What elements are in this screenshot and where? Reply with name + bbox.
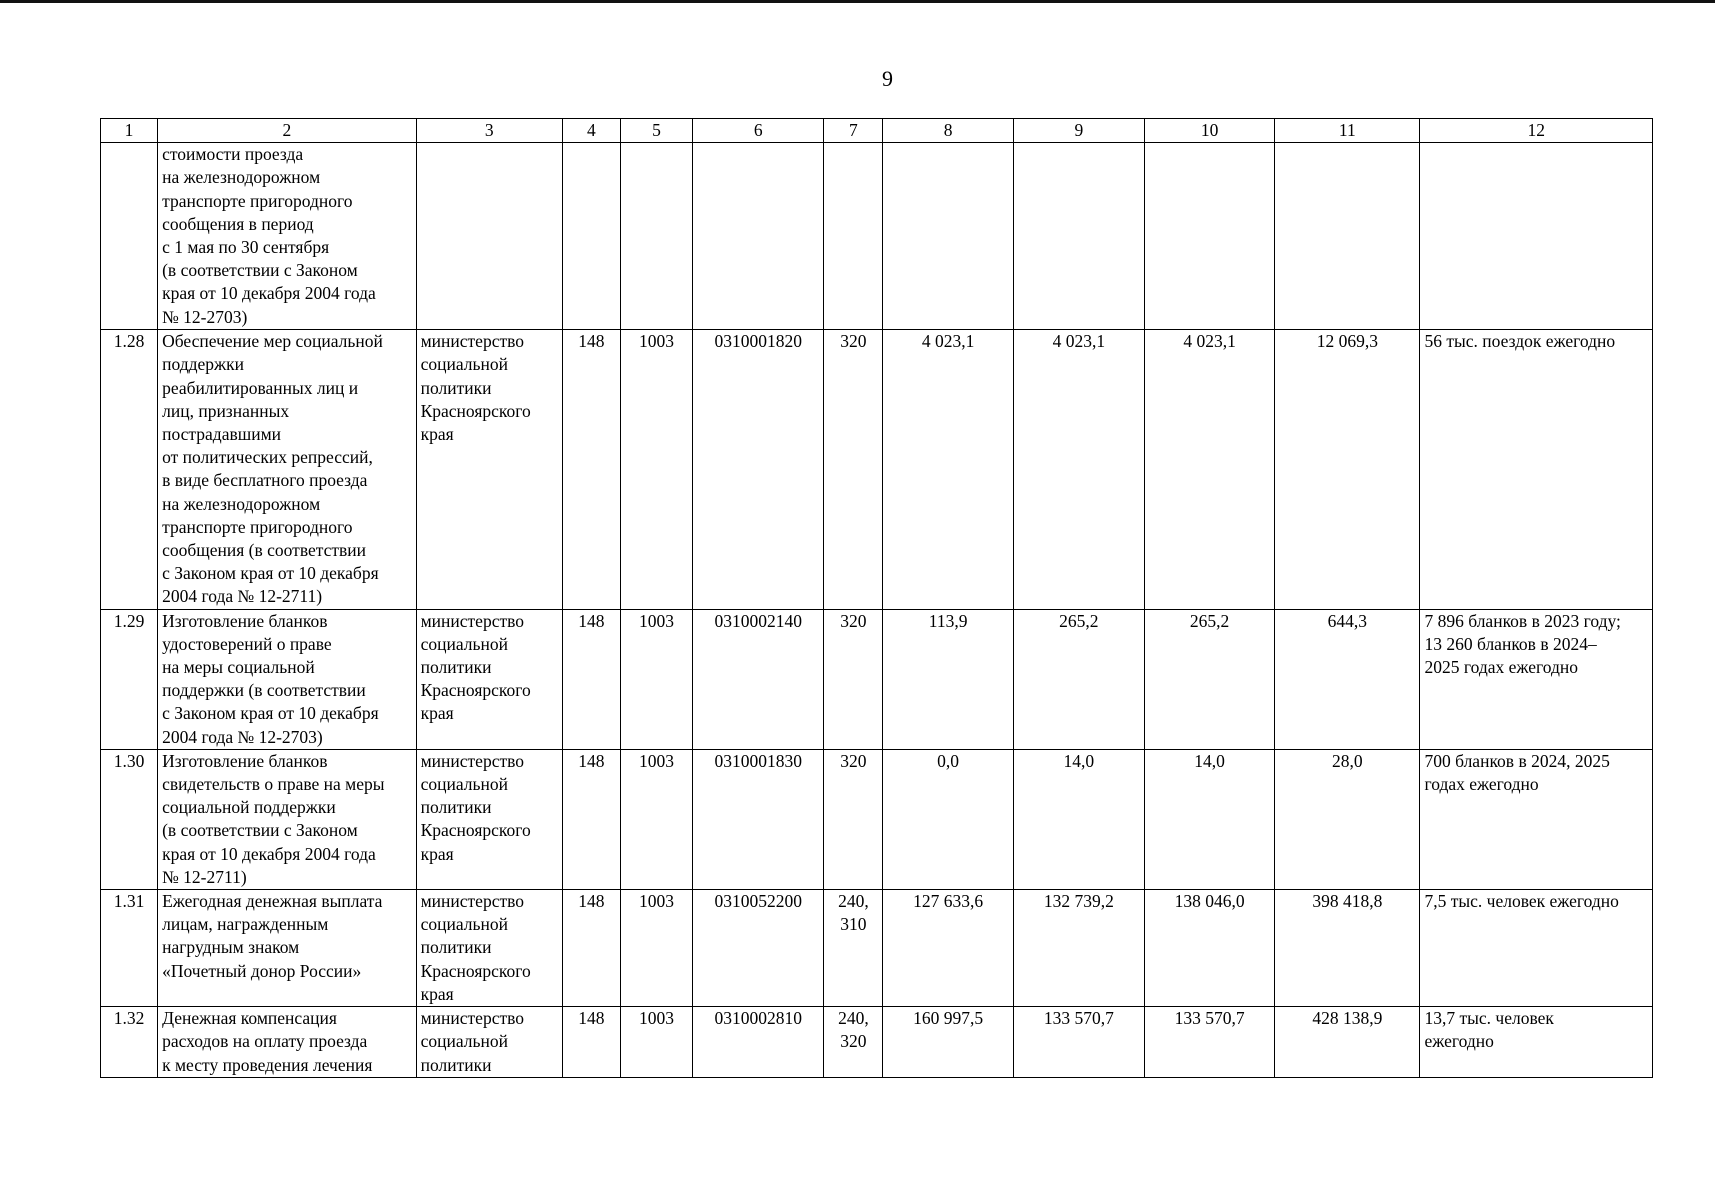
table-row — [101, 143, 1653, 330]
table-row — [101, 890, 1653, 1007]
cell-target-code: 0310001830 — [693, 749, 824, 889]
cell-measure-name: Изготовление бланков свидетельств о праве на меры социальной поддержки (в соответствии с Законом края от 10 декабря 2004 года № 12-2711) — [158, 749, 416, 889]
cell-value-2024: 265,2 — [1013, 609, 1144, 749]
cell-section-code: 1003 — [620, 330, 692, 609]
cell-expected-result: 7 896 бланков в 2023 году; 13 260 бланков в 2024– 2025 годах ежегодно — [1420, 609, 1653, 749]
cell-executor: министерство социальной политики Красноярского края — [416, 890, 562, 1007]
table-row — [101, 1007, 1653, 1078]
cell-gr-code: 148 — [562, 890, 620, 1007]
table-row — [101, 330, 1653, 609]
cell-row-number: 1.28 — [101, 330, 158, 609]
column-header-3: 3 — [416, 119, 562, 143]
cell-executor — [416, 143, 562, 330]
cell-total-value: 12 069,3 — [1275, 330, 1420, 609]
cell-gr-code: 148 — [562, 609, 620, 749]
column-header-6: 6 — [693, 119, 824, 143]
cell-section-code: 1003 — [620, 749, 692, 889]
cell-target-code: 0310052200 — [693, 890, 824, 1007]
cell-total-value: 644,3 — [1275, 609, 1420, 749]
cell-section-code: 1003 — [620, 890, 692, 1007]
cell-value-2025: 138 046,0 — [1144, 890, 1274, 1007]
cell-row-number — [101, 143, 158, 330]
cell-expense-type: 320 — [824, 749, 883, 889]
cell-row-number: 1.31 — [101, 890, 158, 1007]
cell-expense-type: 320 — [824, 330, 883, 609]
cell-target-code: 0310001820 — [693, 330, 824, 609]
table-body — [101, 143, 1653, 1078]
table-row — [101, 609, 1653, 749]
header-row — [101, 119, 1653, 143]
cell-value-2024: 4 023,1 — [1013, 330, 1144, 609]
cell-section-code: 1003 — [620, 609, 692, 749]
column-header-2: 2 — [158, 119, 416, 143]
cell-executor: министерство социальной политики Красноярского края — [416, 609, 562, 749]
cell-value-2024: 14,0 — [1013, 749, 1144, 889]
table-row — [101, 749, 1653, 889]
cell-executor: министерство социальной политики Красноярского края — [416, 330, 562, 609]
cell-target-code: 0310002140 — [693, 609, 824, 749]
column-header-7: 7 — [824, 119, 883, 143]
cell-measure-name: Обеспечение мер социальной поддержки реабилитированных лиц и лиц, признанных пострадавшими от политических репрессий, в виде бесплатного проезда на железнодорожном транспорте пригородного сообщения (в соответствии с Законом края от 10 декабря 2004 года № 12-2711) — [158, 330, 416, 609]
cell-row-number: 1.30 — [101, 749, 158, 889]
cell-total-value: 398 418,8 — [1275, 890, 1420, 1007]
column-header-11: 11 — [1275, 119, 1420, 143]
cell-target-code — [693, 143, 824, 330]
cell-measure-name: стоимости проезда на железнодорожном транспорте пригородного сообщения в период с 1 мая по 30 сентября (в соответствии с Законом края от 10 декабря 2004 года № 12-2703) — [158, 143, 416, 330]
cell-section-code: 1003 — [620, 1007, 692, 1078]
cell-total-value: 428 138,9 — [1275, 1007, 1420, 1078]
cell-expected-result: 700 бланков в 2024, 2025 годах ежегодно — [1420, 749, 1653, 889]
column-header-9: 9 — [1013, 119, 1144, 143]
cell-gr-code: 148 — [562, 330, 620, 609]
cell-expected-result: 56 тыс. поездок ежегодно — [1420, 330, 1653, 609]
cell-expense-type: 240, 310 — [824, 890, 883, 1007]
cell-expected-result: 13,7 тыс. человек ежегодно — [1420, 1007, 1653, 1078]
cell-measure-name: Изготовление бланков удостоверений о праве на меры социальной поддержки (в соответствии с Законом края от 10 декабря 2004 года № 12-2703) — [158, 609, 416, 749]
cell-row-number: 1.29 — [101, 609, 158, 749]
cell-value-2025 — [1144, 143, 1274, 330]
cell-value-2025: 133 570,7 — [1144, 1007, 1274, 1078]
cell-section-code — [620, 143, 692, 330]
cell-expected-result — [1420, 143, 1653, 330]
cell-total-value: 28,0 — [1275, 749, 1420, 889]
cell-value-2023: 160 997,5 — [883, 1007, 1013, 1078]
column-header-10: 10 — [1144, 119, 1274, 143]
cell-gr-code: 148 — [562, 749, 620, 889]
cell-total-value — [1275, 143, 1420, 330]
cell-expected-result: 7,5 тыс. человек ежегодно — [1420, 890, 1653, 1007]
cell-expense-type: 240, 320 — [824, 1007, 883, 1078]
column-header-5: 5 — [620, 119, 692, 143]
cell-value-2023: 113,9 — [883, 609, 1013, 749]
cell-value-2024 — [1013, 143, 1144, 330]
column-header-8: 8 — [883, 119, 1013, 143]
column-header-1: 1 — [101, 119, 158, 143]
cell-executor: министерство социальной политики Красноярского края — [416, 749, 562, 889]
column-header-12: 12 — [1420, 119, 1653, 143]
cell-executor: министерство социальной политики — [416, 1007, 562, 1078]
scan-top-edge — [0, 0, 1715, 3]
cell-gr-code: 148 — [562, 1007, 620, 1078]
cell-gr-code — [562, 143, 620, 330]
cell-target-code: 0310002810 — [693, 1007, 824, 1078]
cell-value-2025: 14,0 — [1144, 749, 1274, 889]
cell-value-2023: 0,0 — [883, 749, 1013, 889]
cell-value-2025: 4 023,1 — [1144, 330, 1274, 609]
cell-measure-name: Денежная компенсация расходов на оплату проезда к месту проведения лечения — [158, 1007, 416, 1078]
cell-row-number: 1.32 — [101, 1007, 158, 1078]
cell-expense-type — [824, 143, 883, 330]
cell-value-2023: 4 023,1 — [883, 330, 1013, 609]
cell-value-2023 — [883, 143, 1013, 330]
cell-value-2025: 265,2 — [1144, 609, 1274, 749]
cell-value-2023: 127 633,6 — [883, 890, 1013, 1007]
cell-value-2024: 133 570,7 — [1013, 1007, 1144, 1078]
cell-value-2024: 132 739,2 — [1013, 890, 1144, 1007]
cell-measure-name: Ежегодная денежная выплата лицам, награжденным нагрудным знаком «Почетный донор России» — [158, 890, 416, 1007]
budget-table — [100, 118, 1653, 1078]
page-number: 9 — [882, 66, 893, 91]
cell-expense-type: 320 — [824, 609, 883, 749]
column-header-4: 4 — [562, 119, 620, 143]
